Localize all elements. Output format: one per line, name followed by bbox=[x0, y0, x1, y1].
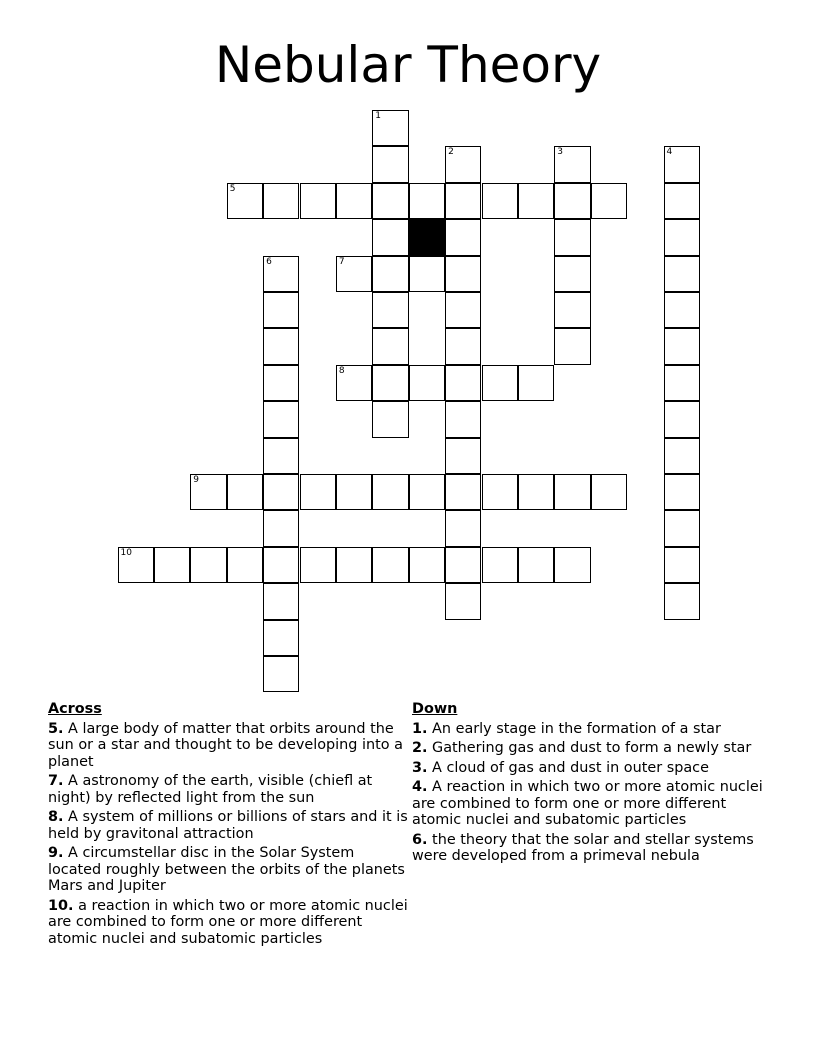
clue-number: 5. bbox=[48, 720, 64, 737]
grid-cell[interactable] bbox=[372, 365, 408, 401]
grid-cell[interactable] bbox=[300, 474, 336, 510]
clue-number: 4 bbox=[666, 147, 673, 158]
grid-cell[interactable] bbox=[518, 365, 554, 401]
clue-number: 7 bbox=[338, 256, 345, 267]
grid-cell[interactable] bbox=[263, 547, 299, 583]
grid-cell[interactable] bbox=[372, 292, 408, 328]
grid-cell[interactable] bbox=[372, 256, 408, 292]
clue-number: 6 bbox=[266, 256, 272, 267]
grid-cell[interactable] bbox=[445, 583, 481, 619]
clue-number: 3 bbox=[557, 147, 564, 158]
grid-cell[interactable] bbox=[664, 474, 700, 510]
across-clue bbox=[48, 809, 408, 842]
grid-cell[interactable] bbox=[372, 146, 408, 182]
grid-cell[interactable] bbox=[263, 401, 299, 437]
grid-cell[interactable] bbox=[482, 474, 518, 510]
grid-cell[interactable] bbox=[664, 183, 700, 219]
down-clue bbox=[412, 740, 774, 757]
clue-text: An early stage in the formation of a star bbox=[427, 720, 721, 737]
grid-cell[interactable] bbox=[227, 474, 263, 510]
down-clue bbox=[412, 832, 774, 865]
grid-cell[interactable] bbox=[554, 292, 590, 328]
clue-text: A cloud of gas and dust in outer space bbox=[427, 759, 709, 776]
grid-cell[interactable] bbox=[300, 547, 336, 583]
grid-cell[interactable] bbox=[372, 474, 408, 510]
clue-number: 3. bbox=[412, 759, 428, 776]
down-heading: Down bbox=[412, 701, 458, 717]
grid-cell[interactable] bbox=[336, 365, 372, 401]
clue-number: 9. bbox=[48, 845, 64, 861]
grid-cell[interactable] bbox=[445, 256, 481, 292]
clue-number: 1. bbox=[412, 720, 428, 737]
grid-cell[interactable] bbox=[263, 292, 299, 328]
grid-cell[interactable] bbox=[554, 183, 590, 219]
page-title: Nebular Theory bbox=[214, 36, 602, 94]
grid-cell[interactable] bbox=[336, 256, 372, 292]
grid-cell[interactable] bbox=[445, 401, 481, 437]
grid-cell[interactable] bbox=[263, 438, 299, 474]
grid-cell[interactable] bbox=[554, 219, 590, 255]
grid-cell[interactable] bbox=[263, 183, 299, 219]
grid-cell[interactable] bbox=[554, 146, 590, 182]
down-clue bbox=[412, 721, 774, 738]
grid-cell[interactable] bbox=[263, 328, 299, 364]
grid-cell[interactable] bbox=[518, 547, 554, 583]
grid-cell[interactable] bbox=[227, 183, 263, 219]
grid-cell[interactable] bbox=[591, 183, 627, 219]
grid-cell[interactable] bbox=[409, 547, 445, 583]
grid-block bbox=[409, 219, 445, 255]
grid-cell[interactable] bbox=[554, 474, 590, 510]
clue-number: 2 bbox=[448, 147, 454, 158]
clue-number: 4. bbox=[412, 779, 428, 795]
grid-cell[interactable] bbox=[263, 510, 299, 546]
grid-cell[interactable] bbox=[591, 474, 627, 510]
clue-number: 9 bbox=[193, 475, 200, 485]
grid-cell[interactable] bbox=[664, 583, 700, 619]
grid-cell[interactable] bbox=[518, 183, 554, 219]
grid-cell[interactable] bbox=[372, 401, 408, 437]
clue-text: A circumstellar disc in the Solar System located roughly between the orbits of the planets Mars and Jupiter bbox=[48, 845, 405, 894]
clue-text: a reaction in which two or more atomic nuclei are combined to form one or more different atomic nuclei and subatomic particles bbox=[48, 897, 408, 947]
down-clue-list bbox=[412, 721, 774, 865]
grid-cell[interactable] bbox=[372, 328, 408, 364]
grid-cell[interactable] bbox=[263, 474, 299, 510]
grid-cell[interactable] bbox=[664, 547, 700, 583]
grid-cell[interactable] bbox=[263, 656, 299, 692]
grid-cell[interactable] bbox=[664, 438, 700, 474]
down-clue bbox=[412, 779, 774, 829]
grid-cell[interactable] bbox=[445, 328, 481, 364]
grid-cell[interactable] bbox=[664, 256, 700, 292]
grid-cell[interactable] bbox=[336, 547, 372, 583]
down-clue bbox=[412, 760, 774, 777]
grid-cell[interactable] bbox=[409, 474, 445, 510]
grid-cell[interactable] bbox=[336, 474, 372, 510]
grid-cell[interactable] bbox=[664, 219, 700, 255]
grid-cell[interactable] bbox=[554, 256, 590, 292]
grid-cell[interactable] bbox=[409, 183, 445, 219]
grid-cell[interactable] bbox=[445, 183, 481, 219]
clue-number: 7. bbox=[48, 773, 64, 789]
grid-cell[interactable] bbox=[300, 183, 336, 219]
clue-text: Gathering gas and dust to form a newly star bbox=[427, 740, 752, 756]
grid-cell[interactable] bbox=[664, 328, 700, 364]
across-clue-list bbox=[48, 721, 408, 948]
clue-number: 10 bbox=[120, 547, 132, 558]
across-clue bbox=[48, 898, 408, 948]
clue-number: 6. bbox=[412, 831, 428, 848]
clue-number: 10. bbox=[48, 897, 74, 914]
clue-text: A astronomy of the earth, visible (chiefl at night) by reflected light from the sun bbox=[48, 773, 373, 806]
across-clues bbox=[48, 701, 408, 950]
grid-cell[interactable] bbox=[445, 219, 481, 255]
clue-text: A large body of matter that orbits around the sun or a star and thought to be developing into a planet bbox=[48, 720, 403, 770]
grid-cell[interactable] bbox=[409, 256, 445, 292]
grid-cell[interactable] bbox=[372, 183, 408, 219]
down-clues bbox=[412, 701, 774, 868]
grid-cell[interactable] bbox=[263, 620, 299, 656]
grid-cell[interactable] bbox=[554, 547, 590, 583]
grid-cell[interactable] bbox=[154, 547, 190, 583]
grid-cell[interactable] bbox=[664, 365, 700, 401]
grid-cell[interactable] bbox=[445, 547, 481, 583]
clue-number: 8. bbox=[48, 809, 64, 825]
grid-cell[interactable] bbox=[482, 183, 518, 219]
grid-cell[interactable] bbox=[445, 438, 481, 474]
grid-cell[interactable] bbox=[664, 146, 700, 182]
grid-cell[interactable] bbox=[263, 365, 299, 401]
grid-cell[interactable] bbox=[518, 474, 554, 510]
grid-cell[interactable] bbox=[409, 365, 445, 401]
across-heading: Across bbox=[48, 701, 102, 717]
grid-cell[interactable] bbox=[664, 510, 700, 546]
grid-cell[interactable] bbox=[372, 547, 408, 583]
clue-text: the theory that the solar and stellar systems were developed from a primeval nebula bbox=[412, 831, 754, 864]
across-clue bbox=[48, 845, 408, 895]
clue-number: 5 bbox=[229, 183, 236, 194]
grid-cell[interactable] bbox=[372, 219, 408, 255]
grid-cell[interactable] bbox=[372, 110, 408, 146]
grid-cell[interactable] bbox=[190, 547, 226, 583]
clue-text: A reaction in which two or more atomic nuclei are combined to form one or more different atomic nuclei and subatomic particles bbox=[412, 779, 763, 828]
clue-number: 1 bbox=[375, 111, 382, 121]
grid-cell[interactable] bbox=[445, 510, 481, 546]
grid-cell[interactable] bbox=[664, 292, 700, 328]
grid-cell[interactable] bbox=[445, 474, 481, 510]
grid-cell[interactable] bbox=[445, 292, 481, 328]
across-clue bbox=[48, 721, 408, 771]
grid-cell[interactable] bbox=[263, 583, 299, 619]
clue-text: A system of millions or billions of stars and it is held by gravitonal attraction bbox=[48, 809, 408, 842]
grid-cell[interactable] bbox=[336, 183, 372, 219]
grid-cell[interactable] bbox=[118, 547, 154, 583]
clue-number: 8 bbox=[338, 365, 345, 376]
grid-cell[interactable] bbox=[445, 146, 481, 182]
across-clue bbox=[48, 773, 408, 806]
clue-number: 2. bbox=[412, 740, 428, 756]
grid-cell[interactable] bbox=[664, 401, 700, 437]
grid-cell[interactable] bbox=[554, 328, 590, 364]
grid-cell[interactable] bbox=[482, 547, 518, 583]
grid-cell[interactable] bbox=[190, 474, 226, 510]
grid-cell[interactable] bbox=[445, 365, 481, 401]
grid-cell[interactable] bbox=[263, 256, 299, 292]
grid-cell[interactable] bbox=[227, 547, 263, 583]
grid-cell[interactable] bbox=[482, 365, 518, 401]
